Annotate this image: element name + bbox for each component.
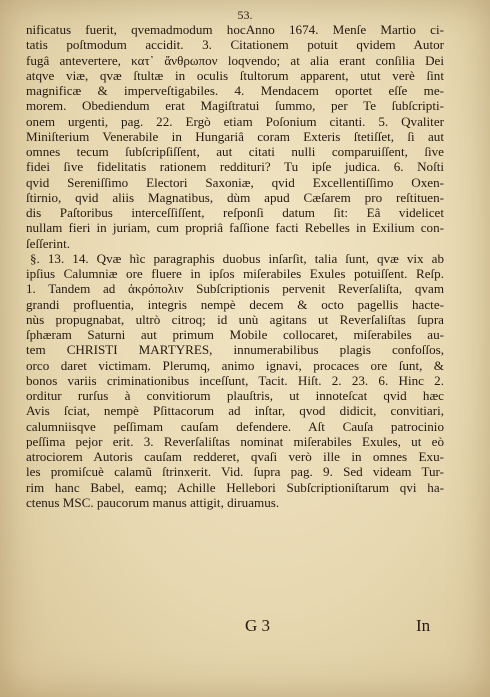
- text-line: ipſius Calumniæ ore fluere in ipſos miſerabiles Exules potuiſſent. Reſp.: [26, 266, 444, 281]
- text-line: ſtirnio, qvid aliis Magnatibus, dùm apud Cæſarem pro reſtituen-: [26, 189, 444, 205]
- text-line: tem CHRISTI MARTYRES, innumerabilibus plagis confoſſos,: [26, 342, 444, 358]
- text-line: ſphæram Saturni aut primum Mobile collocaret, miſerabiles au-: [26, 327, 444, 342]
- text-line: §. 13. 14. Qvæ hìc paragraphis duobus inſarſit, talia ſunt, qvæ vix ab: [30, 250, 444, 266]
- text-line: qvid Sereniſſimo Electori Saxoniæ, qvid Excellentiſſimo Oxen-: [26, 174, 444, 190]
- text-line: tatis poſtmodum accidit. 3. Citationem potuit qvidem Autor: [26, 37, 444, 53]
- text-line: 1. Tandem ad ἀκρόπολιν Subſcriptionis pervenit Reverſaliſta, qvam: [26, 281, 444, 297]
- text-line: ſeſſerint.: [26, 235, 70, 251]
- signature-mark: G 3: [245, 616, 271, 635]
- page-number: 53.: [237, 8, 253, 22]
- text-line: rim hanc Babel, eamq; Achille Hellebori Subſcriptioniſtarum qvi ha-: [26, 479, 444, 495]
- text-line: bonos variis criminationibus inceſſunt, Tacit. Hiſt. 2. 23. 6. Hinc 2.: [26, 372, 444, 388]
- text-line: dis Paſtoribus interceſſiſſent, reſponſi datum ſit: Eâ videlicet: [26, 205, 444, 220]
- text-line: Miniſterium Venerabile in Hungariâ coram Exteris ſtetiſſet, ſi aut: [26, 128, 444, 144]
- text-line: onem urgenti, pag. 22. Ergò etiam Poſonium citanti. 5. Qvaliter: [26, 113, 444, 129]
- page-footer: [0, 616, 490, 640]
- text-line: omnes tecum ſubſcripſiſſent, aut citati nulli comparuiſſent, ſive: [26, 144, 444, 159]
- text-line: morem. Obediendum erat Magiſtratui ſummo, per Te ſubſcripti-: [26, 98, 444, 114]
- text-line: grandi profluentia, integris nempè decem & octo pagellis hacte-: [26, 296, 444, 312]
- text-line: nùs propugnabat, ultrò citroq; id unù agitans ut Reverſaliſtas ſupra: [26, 311, 444, 327]
- text-line: ctenus MSC. paucorum manus attigit, diruamus.: [26, 494, 280, 510]
- text-line: les promiſcuè calamũ ſtrinxerit. Vid. ſupra pag. 9. Sed videam Tur-: [26, 464, 444, 480]
- text-block: [26, 22, 444, 510]
- text-line: orditur rurſus à convitiorum plauſtris, ut innoteſcat qvid hæc: [26, 388, 444, 403]
- text-line: atrociorem Autoris cauſam redderet, qvaſi verò ille in omnes Exu-: [26, 449, 444, 464]
- catchword: In: [416, 616, 431, 635]
- text-line: fugâ antevertere, κατ᾽ ἄνθρωπον loqvendo; at alia erant conſilia Dei: [26, 52, 444, 68]
- text-line: magnificæ & imperveſtigabiles. 4. Mendacem oportet eſſe me-: [26, 83, 444, 98]
- text-line: calumniisqve peſſimam cauſam defendere. Aſt Cauſa patrocinio: [26, 418, 444, 434]
- text-line: atqve viæ, qvæ ſtultæ in oculis ſtultorum apparent, utut verè ſint: [26, 67, 444, 83]
- text-line: orco daret victimam. Plerumq, animo ignavi, procaces ore ſunt, &: [26, 357, 444, 373]
- text-line: Avis ſciat, nempè Pſittacorum ad inſtar, qvod didicit, convitiari,: [26, 403, 444, 419]
- text-line: peſſima pejor erit. 3. Reverſaliſtas nominat miſerabiles Exules, ut eò: [26, 433, 444, 449]
- text-line: nullam fieri in juriam, cum propriâ faſſione facti Rebelles in Exilium con-: [26, 220, 444, 236]
- text-line: fidei ſive fidelitatis rationem reddituri? Tu ipſe judica. 6. Noſti: [26, 159, 444, 175]
- text-line: nificatus fuerit, qvemadmodum hocAnno 1674. Menſe Martio ci-: [26, 22, 444, 37]
